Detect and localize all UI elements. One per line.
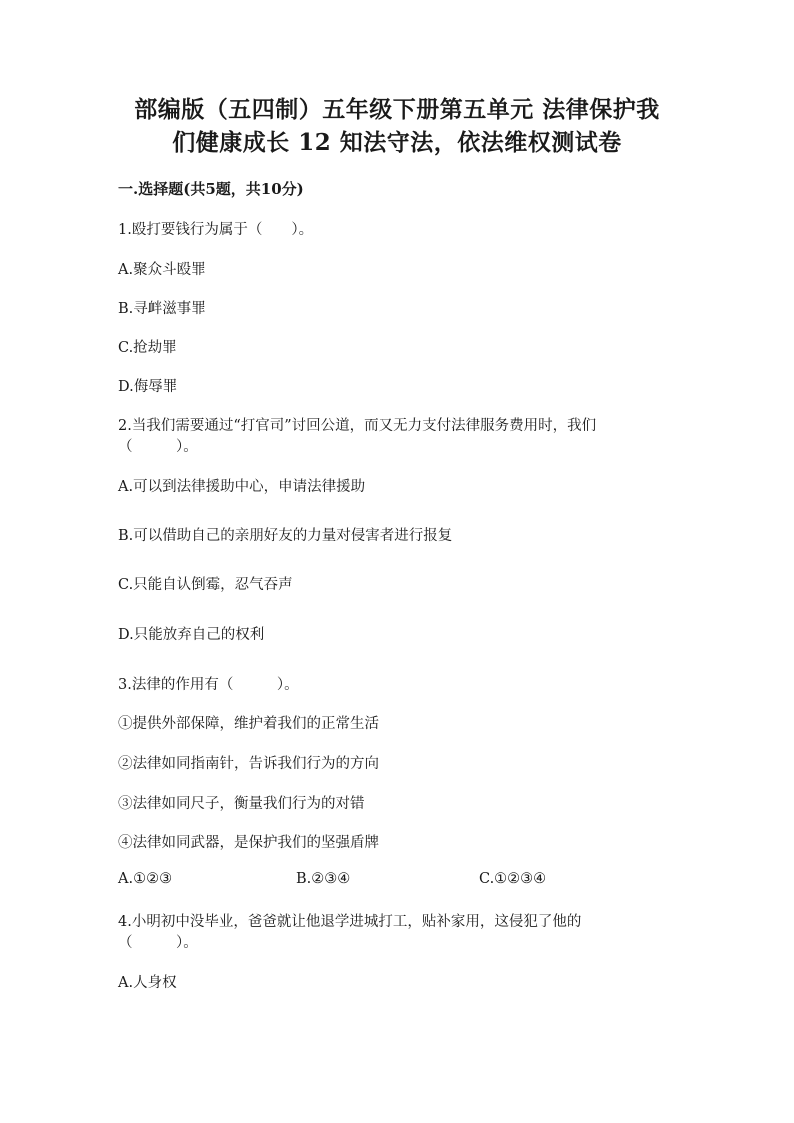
q3-option-b: B.②③④ <box>296 871 351 887</box>
q1-stem: 1.殴打要钱行为属于（ ）。 <box>118 222 314 238</box>
page-title <box>100 93 694 159</box>
q1-option-d: D.侮辱罪 <box>118 379 178 395</box>
q3-options <box>118 871 678 891</box>
q1-option-c: C.抢劫罪 <box>118 340 177 356</box>
q3-statement-2: ②法律如同指南针，告诉我们行为的方向 <box>118 756 379 772</box>
q1-option-a: A.聚众斗殴罪 <box>118 262 206 278</box>
q2-option-d: D.只能放弃自己的权利 <box>118 627 265 643</box>
q2-option-c: C.只能自认倒霉，忍气吞声 <box>118 577 293 593</box>
q2-option-a: A.可以到法律援助中心，申请法律援助 <box>118 479 366 495</box>
q1-option-b: B.寻衅滋事罪 <box>118 301 206 317</box>
q4-stem-line-1: 4.小明初中没毕业，爸爸就让他退学进城打工，贴补家用，这侵犯了他的 <box>118 914 582 930</box>
q2-stem-line-1: 2.当我们需要通过“打官司”讨回公道，而又无力支付法律服务费用时，我们 <box>118 418 597 434</box>
q3-option-c: C.①②③④ <box>479 871 547 887</box>
section-heading: 一.选择题(共5题，共10分) <box>118 180 304 198</box>
q2-option-b: B.可以借助自己的亲朋好友的力量对侵害者进行报复 <box>118 528 453 544</box>
title-line-2: 们健康成长 12 知法守法，依法维权测试卷 <box>172 129 622 156</box>
q3-statement-4: ④法律如同武器，是保护我们的坚强盾牌 <box>118 835 379 851</box>
q3-statement-3: ③法律如同尺子，衡量我们行为的对错 <box>118 796 365 812</box>
q2-stem-line-2: （ ）。 <box>118 439 198 455</box>
q4-option-a: A.人身权 <box>118 975 177 991</box>
q3-stem: 3.法律的作用有（ ）。 <box>118 677 299 693</box>
q3-option-a: A.①②③ <box>118 871 173 887</box>
q4-stem-line-2: （ ）。 <box>118 935 198 951</box>
q3-statement-1: ①提供外部保障，维护着我们的正常生活 <box>118 716 379 732</box>
title-line-1: 部编版（五四制）五年级下册第五单元 法律保护我 <box>134 96 660 123</box>
